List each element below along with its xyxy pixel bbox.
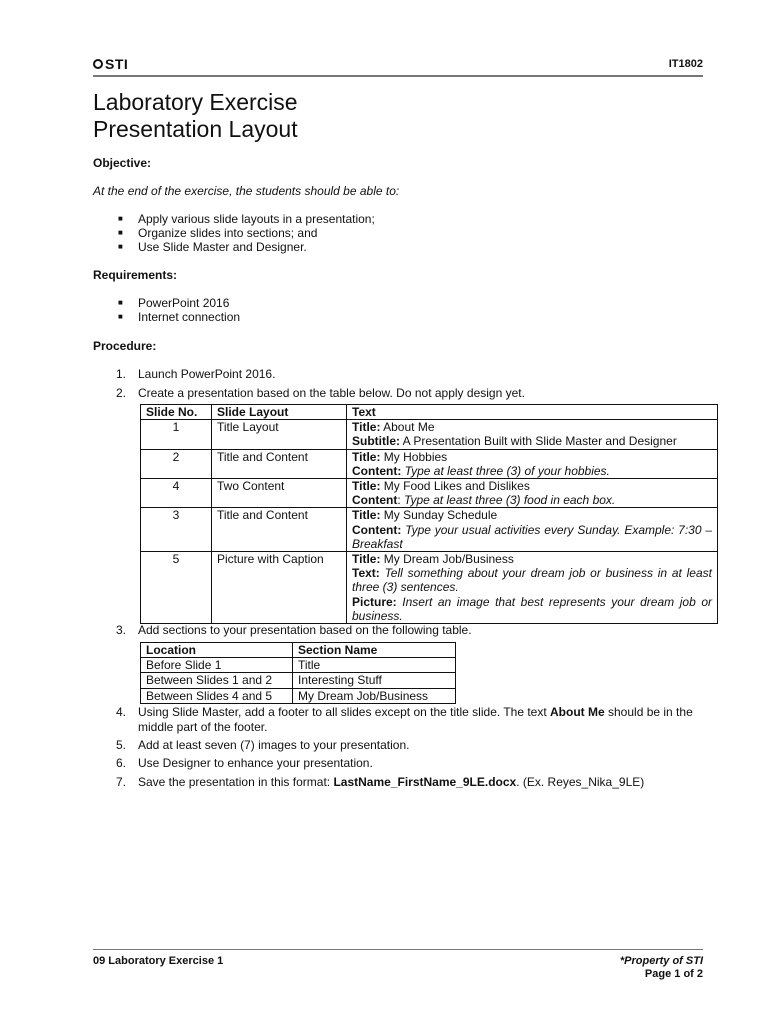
slide-table [140,404,718,624]
bullet-icon: ■ [118,242,123,251]
footer-property: *Property of STI [619,955,703,967]
slide-layout-cell: Title and Content [212,449,347,478]
text-line: Title: My Sunday Schedule [352,508,498,523]
slide-layout-cell: Picture with Caption [212,552,347,624]
procedure-step [116,367,704,382]
bullet-icon: ■ [118,298,123,307]
step-text: Create a presentation based on the table below. Do not apply design yet. [138,386,525,400]
table-row [141,552,718,624]
procedure-step [116,705,704,735]
text-line: Text: Tell something about your dream job or business in at least three (3) sentences. [352,566,712,595]
footer-page: Page 1 of 2 [644,968,703,980]
table-row [141,673,456,688]
step-text: Save the presentation in this format: LastName_FirstName_9LE.docx. (Ex. Reyes_Nika_9LE) [138,775,645,789]
section-name-cell: Title [293,658,456,673]
slide-layout-cell: Two Content [212,479,347,508]
objective-item [118,212,375,226]
slide-text-cell [347,552,718,624]
requirements-heading: Requirements: [93,268,178,282]
footer-left: 09 Laboratory Exercise 1 [93,955,224,967]
slide-table-header [141,405,718,420]
objective-item [118,240,307,254]
step-number: 1. [116,367,127,381]
step-number: 6. [116,756,127,770]
objective-heading: Objective: [93,156,152,170]
table-row [141,449,718,478]
text-line: Title: My Hobbies [352,449,448,464]
location-cell: Between Slides 1 and 2 [141,673,293,688]
slide-layout-cell: Title and Content [212,508,347,552]
step-text: Using Slide Master, add a footer to all slides except on the title slide. The text About Me should be in the middle part of the footer. [138,705,693,734]
text-line: Content: Type at least three (3) food in each box. [352,493,616,508]
table-row [141,508,718,552]
footer-divider [93,949,703,950]
header-divider [93,75,703,77]
column-header: Slide Layout [212,405,347,420]
table-row [141,658,456,673]
bullet-icon: ■ [118,312,123,321]
bullet-icon: ■ [118,228,123,237]
step-number: 3. [116,623,127,637]
location-cell: Between Slides 4 and 5 [141,688,293,703]
slide-number-cell: 2 [141,449,212,478]
step-text: Launch PowerPoint 2016. [138,367,276,381]
step-text: Add at least seven (7) images to your presentation. [138,738,410,752]
column-header: Section Name [293,643,456,658]
column-header: Location [141,643,293,658]
slide-text-cell [347,479,718,508]
slide-number-cell: 4 [141,479,212,508]
slide-number-cell: 1 [141,420,212,449]
requirement-item-text: Internet connection [138,310,241,324]
objective-intro: At the end of the exercise, the students should be able to: [93,184,400,198]
procedure-step [116,386,704,401]
course-code: IT1802 [668,58,703,70]
procedure-heading: Procedure: [93,339,157,353]
slide-layout-cell: Title Layout [212,420,347,449]
slide-text-cell [347,508,718,552]
step-text: Use Designer to enhance your presentation. [138,756,373,770]
step-text: Add sections to your presentation based on the following table. [138,623,472,637]
requirement-item [118,296,229,310]
table-row [141,420,718,449]
text-line: Picture: Insert an image that best represents your dream job or business. [352,594,712,623]
procedure-step [116,738,704,753]
step-number: 4. [116,705,127,719]
procedure-step [116,775,704,790]
objective-item-text: Apply various slide layouts in a presentation; [138,212,375,226]
slide-number-cell: 5 [141,552,212,624]
title-line-2: Presentation Layout [93,116,298,142]
column-header: Text [347,405,718,420]
text-line: Title: My Food Likes and Dislikes [352,479,530,494]
step-number: 5. [116,738,127,752]
section-table [140,642,456,704]
sti-logo [93,56,128,72]
text-line: Content: Type your usual activities every Sunday. Example: 7:30 – Breakfast [352,522,712,551]
step-number: 7. [116,775,127,789]
table-row [141,479,718,508]
column-header: Slide No. [141,405,212,420]
text-line: Subtitle: A Presentation Built with Slide Master and Designer [352,434,677,449]
slide-text-cell [347,449,718,478]
bullet-icon: ■ [118,214,123,223]
page-title [93,89,298,143]
procedure-step [116,756,704,771]
objective-item [118,226,317,240]
procedure-step [116,623,704,638]
location-cell: Before Slide 1 [141,658,293,673]
text-line: Title: My Dream Job/Business [352,552,514,567]
logo-text: STI [105,56,129,72]
section-table-header [141,643,456,658]
step-number: 2. [116,386,127,400]
title-line-1: Laboratory Exercise [93,89,298,115]
section-name-cell: My Dream Job/Business [293,688,456,703]
section-name-cell: Interesting Stuff [293,673,456,688]
table-row [141,688,456,703]
slide-text-cell [347,420,718,449]
objective-item-text: Organize slides into sections; and [138,226,318,240]
requirement-item-text: PowerPoint 2016 [138,296,230,310]
slide-number-cell: 3 [141,508,212,552]
sti-logo-icon [93,59,103,69]
text-line: Content: Type at least three (3) of your hobbies. [352,463,610,478]
requirement-item [118,310,240,324]
objective-item-text: Use Slide Master and Designer. [138,240,307,254]
text-line: Title: About Me [352,420,435,435]
